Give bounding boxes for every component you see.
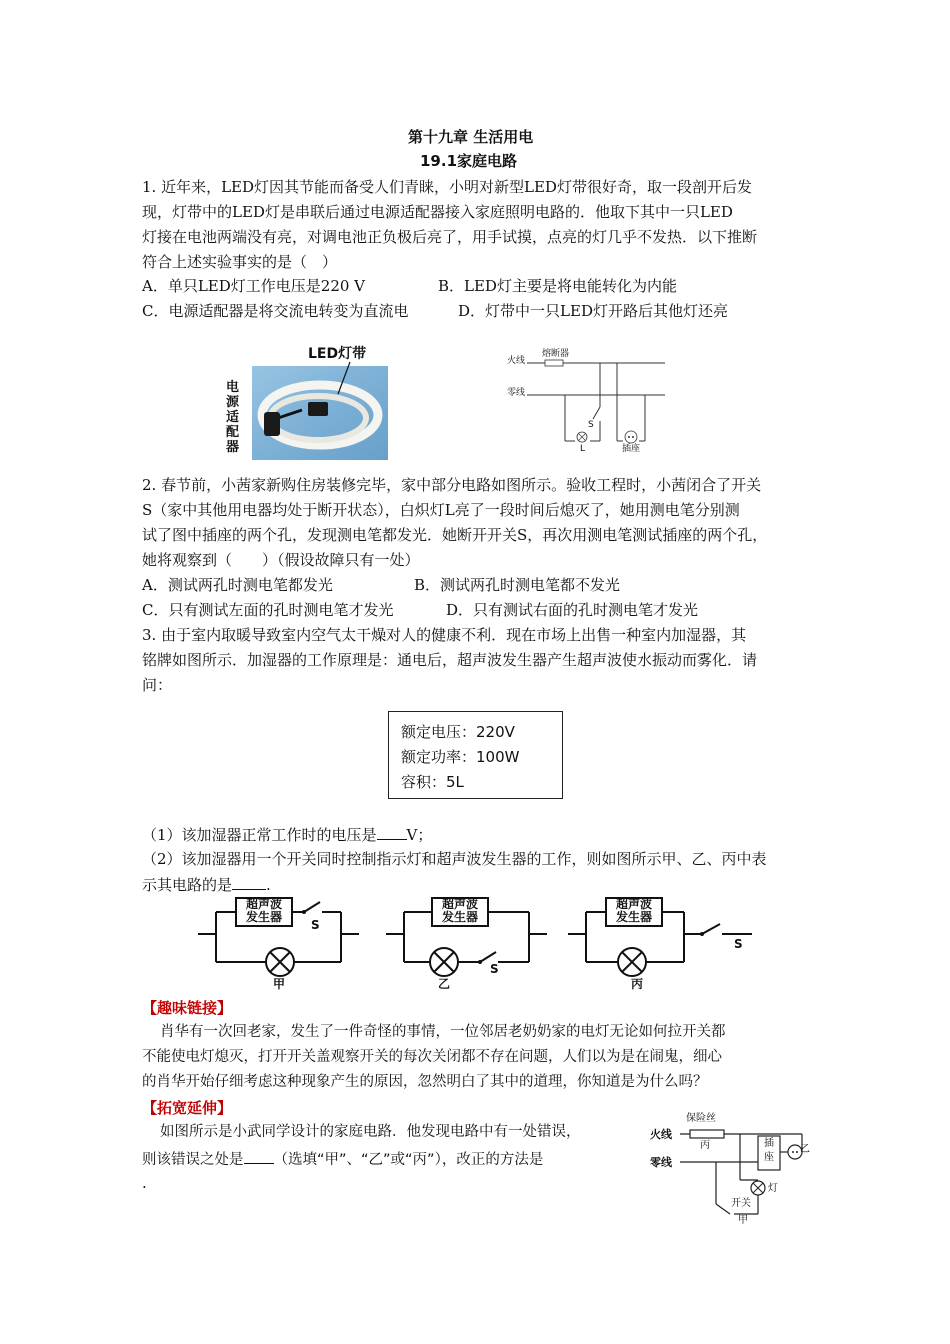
generator-label: 超声波 xyxy=(245,897,282,911)
humidifier-nameplate xyxy=(388,711,563,799)
q3-sub1-unit: V； xyxy=(406,826,433,844)
fun-line: 的肖华开始仔细考虑这种现象产生的原因，忽然明白了其中的道理，你知道是为什么吗？ xyxy=(142,1074,708,1090)
ext-neutral-label: 零线 xyxy=(650,1156,672,1169)
q2-line: 2. 春节前，小茜家新购住房装修完毕，家中部分电路如图所示。验收工程时，小茜闭合了开关 xyxy=(142,476,762,494)
q3-sub2-end: . xyxy=(266,876,271,894)
q2-option-a: A．测试两孔时测电笔都发光 xyxy=(142,576,333,594)
switch-label: S xyxy=(734,937,743,951)
generator-label: 发生器 xyxy=(441,910,478,924)
q1-line: 灯接在电池两端没有亮，对调电池正负极后亮了，用手试摸，点亮的灯几乎不发热．以下推断 xyxy=(142,228,758,246)
q2-line: 她将观察到（ ）（假设故障只有一处） xyxy=(142,551,420,569)
led-strip-label: LED灯带 xyxy=(308,346,367,362)
q3-line: 铭牌如图所示．加湿器的工作原理是：通电后，超声波发生器产生超声波使水振动而雾化．请 xyxy=(142,651,758,669)
q1-line: 现，灯带中的LED灯是串联后通过电源适配器接入家庭照明电路的．他取下其中一只LED xyxy=(142,203,733,221)
q2-option-b: B．测试两孔时测电笔都不发光 xyxy=(414,576,621,594)
answer-blank[interactable] xyxy=(377,825,407,840)
ext-switch-label: 开关 xyxy=(731,1198,751,1209)
section-title: 19.1家庭电路 xyxy=(420,152,518,170)
q3-sub1-text: （1）该加湿器正常工作时的电压是 xyxy=(142,826,377,844)
home-circuit-diagram xyxy=(505,345,675,460)
generator-box xyxy=(236,898,292,924)
answer-blank[interactable] xyxy=(244,1149,274,1164)
fun-line: 不能使电灯熄灭，打开开关盖观察开关的每次关闭都不存在问题，人们以为是在闹鬼，细心 xyxy=(142,1049,722,1065)
rated-voltage: 额定电压：220V xyxy=(401,723,515,741)
live-wire-label: 火线 xyxy=(507,356,526,366)
q1-option-c: C．电源适配器是将交流电转变为直流电 xyxy=(142,302,409,320)
circuit-name-yi: 乙 xyxy=(438,977,451,991)
fuse-label: 熔断器 xyxy=(542,349,570,359)
lamp-label: L xyxy=(580,444,586,454)
ext-bing-label: 丙 xyxy=(700,1140,710,1151)
ext-fuse-label: 保险丝 xyxy=(686,1113,716,1124)
ext-yi-label: 乙 xyxy=(800,1144,810,1155)
circuit-name-bing: 丙 xyxy=(631,977,644,991)
q2-option-d: D．只有测试右面的孔时测电笔才发光 xyxy=(446,601,699,619)
switch-label: S xyxy=(490,962,499,976)
q2-line: S（家中其他用电器均处于断开状态），白炽灯L亮了一段时间后熄灭了，她用测电笔分别测 xyxy=(142,501,740,519)
q3-sub2-line: （2）该加湿器用一个开关同时控制指示灯和超声波发生器的工作，则如图所示甲、乙、丙中表 xyxy=(142,850,767,868)
chapter-title: 第十九章 生活用电 xyxy=(408,128,534,146)
q1-option-b: B．LED灯主要是将电能转化为内能 xyxy=(438,277,677,295)
generator-label: 超声波 xyxy=(441,897,478,911)
circuit-name-jia: 甲 xyxy=(273,977,286,991)
ext-line xyxy=(142,1149,543,1169)
ext-line-text: 则该错误之处是 xyxy=(142,1152,244,1168)
ext-socket-label: 座 xyxy=(764,1152,774,1163)
answer-blank[interactable] xyxy=(232,875,266,890)
switch-label: S xyxy=(311,918,320,932)
q1-line: 符合上述实验事实的是（ ） xyxy=(142,253,338,271)
ext-circuit-diagram xyxy=(650,1112,820,1232)
ext-socket-label: 插 xyxy=(764,1138,774,1149)
q2-option-c: C．只有测试左面的孔时测电笔才发光 xyxy=(142,601,394,619)
ext-lamp-label: 灯 xyxy=(768,1183,778,1194)
adapter-label: 电源适配器 xyxy=(226,380,240,455)
socket-label: 插座 xyxy=(622,444,641,454)
q3-line: 3. 由于室内取暖导致室内空气太干燥对人的健康不利．现在市场上出售一种室内加湿器，其 xyxy=(142,626,747,644)
q1-line: 1. 近年来，LED灯因其节能而备受人们青睐，小明对新型LED灯带很好奇，取一段剖开后发 xyxy=(142,178,752,196)
generator-label: 超声波 xyxy=(615,897,652,911)
fun-heading: 【趣味链接】 xyxy=(142,999,233,1017)
q3-sub2-text: 示其电路的是 xyxy=(142,876,233,894)
q1-option-a: A．单只LED灯工作电压是220 V xyxy=(142,277,366,295)
generator-label: 发生器 xyxy=(615,910,652,924)
ext-line-end: . xyxy=(142,1174,147,1192)
capacity: 容积：5L xyxy=(401,773,464,791)
q3-sub1 xyxy=(142,825,432,844)
ext-live-label: 火线 xyxy=(650,1128,672,1141)
ext-jia-label: 甲 xyxy=(738,1215,748,1226)
q2-line: 试了图中插座的两个孔，发现测电笔都发光．她断开开关S，再次用测电笔测试插座的两个孔， xyxy=(142,526,768,544)
rated-power: 额定功率：100W xyxy=(401,748,520,766)
ext-heading: 【拓宽延伸】 xyxy=(142,1099,233,1117)
q3-line: 问： xyxy=(142,676,173,694)
generator-box xyxy=(606,898,662,924)
ext-line: 如图所示是小武同学设计的家庭电路．他发现电路中有一处错误， xyxy=(160,1124,581,1140)
ext-line-text: （选填“甲”、“乙”或“丙”），改正的方法是 xyxy=(273,1152,544,1168)
generator-label: 发生器 xyxy=(245,910,282,924)
neutral-wire-label: 零线 xyxy=(507,388,526,398)
switch-label: S xyxy=(588,420,594,430)
q1-option-d: D．灯带中一只LED灯开路后其他灯还亮 xyxy=(458,302,728,320)
fun-line: 肖华有一次回老家，发生了一件奇怪的事情，一位邻居老奶奶家的电灯无论如何拉开关都 xyxy=(160,1024,726,1040)
generator-box xyxy=(432,898,488,924)
